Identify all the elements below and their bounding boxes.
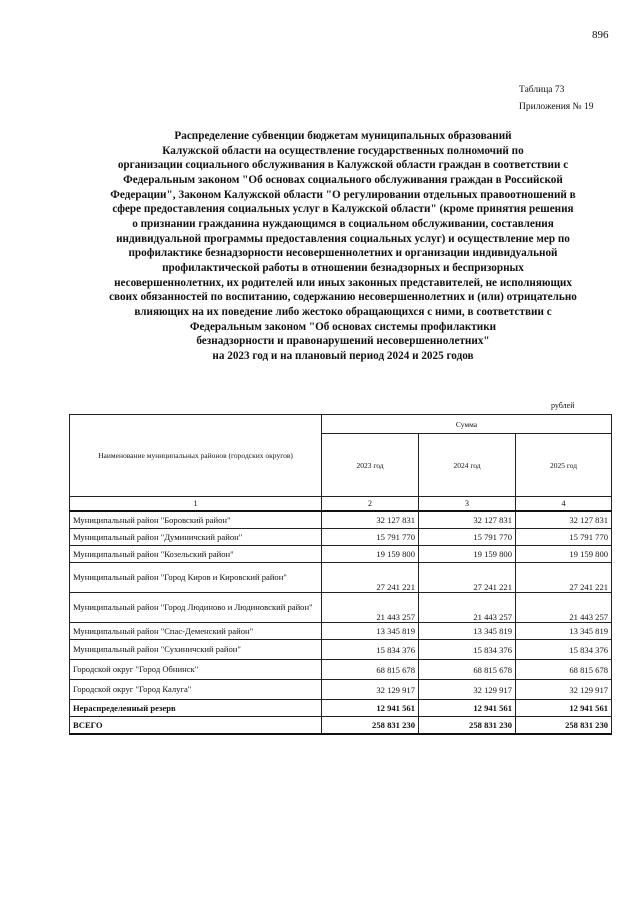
- value-2024: 19 159 800: [419, 546, 516, 563]
- row-name: Муниципальный район "Боровский район": [70, 511, 322, 529]
- value-2024: 32 127 831: [419, 511, 516, 529]
- title-line: сфере предоставления социальных услуг в Калужской области" (кроме принятия решения: [112, 203, 574, 216]
- value-2023: 68 815 678: [322, 660, 419, 680]
- value-2025: 15 834 376: [516, 640, 612, 660]
- title-line: влияющих на их поведение либо жестоко обращающихся с ними, в соответствии с: [134, 305, 552, 318]
- column-number: 4: [516, 497, 612, 512]
- table-row: [70, 563, 612, 593]
- reserve-2025: 12 941 561: [516, 700, 612, 717]
- table-row: [70, 680, 612, 700]
- column-number: 1: [70, 497, 322, 512]
- row-name: Муниципальный район "Сухиничский район": [70, 640, 322, 660]
- title-line: профилактике безнадзорности несовершеннолетних и организации индивидуальной: [128, 247, 558, 260]
- title-line: Федеральным законом "Об основах социального обслуживания граждан в Российской: [123, 173, 563, 186]
- value-2024: 15 791 770: [419, 529, 516, 546]
- value-2025: 32 129 917: [516, 680, 612, 700]
- total-name: ВСЕГО: [70, 717, 322, 735]
- table-row: [70, 640, 612, 660]
- row-name: Муниципальный район "Спас-Деменский район": [70, 623, 322, 640]
- value-2024: 68 815 678: [419, 660, 516, 680]
- header-name: Наименование муниципальных районов (городских округов): [70, 415, 322, 497]
- title-line: о признании гражданина нуждающимся в социальном обслуживании, составления: [132, 217, 554, 230]
- value-2023: 15 791 770: [322, 529, 419, 546]
- page-number: 896: [592, 29, 609, 41]
- header-sum: Сумма: [322, 415, 612, 434]
- table-row: [70, 529, 612, 546]
- title-line: Федерации", Законом Калужской области "О регулировании отдельных правоотношений в: [110, 188, 576, 201]
- value-2023: 15 834 376: [322, 640, 419, 660]
- title-line: Федеральным законом "Об основах системы профилактики: [189, 320, 497, 333]
- total-row: [70, 717, 612, 735]
- title-line: безнадзорности и правонарушений несовершеннолетних": [196, 335, 490, 348]
- value-2025: 13 345 819: [516, 623, 612, 640]
- header-year-2024: 2024 год: [419, 434, 516, 497]
- row-name: Муниципальный район "Город Киров и Кировский район": [70, 563, 322, 593]
- value-2025: 15 791 770: [516, 529, 612, 546]
- header-year-2023: 2023 год: [322, 434, 419, 497]
- appendix-label: Приложения № 19: [519, 102, 594, 112]
- document-title: [60, 129, 626, 364]
- table-row: [70, 623, 612, 640]
- title-line: индивидуальной программы предоставления социальных услуг) и осуществление мер по: [116, 232, 570, 245]
- value-2023: 32 127 831: [322, 511, 419, 529]
- column-number-row: [70, 497, 612, 512]
- header-year-2025: 2025 год: [516, 434, 612, 497]
- value-2025: 32 127 831: [516, 511, 612, 529]
- total-2023: 258 831 230: [322, 717, 419, 735]
- table-reference: [519, 82, 593, 116]
- title-line: Распределение субвенции бюджетам муниципальных образований: [174, 130, 512, 142]
- value-2023: 13 345 819: [322, 623, 419, 640]
- total-2024: 258 831 230: [419, 717, 516, 735]
- value-2025: 21 443 257: [516, 593, 612, 623]
- title-line: на 2023 год и на плановый период 2024 и 2025 годов: [212, 349, 474, 362]
- value-2023: 19 159 800: [322, 546, 419, 563]
- subvention-table: [69, 414, 612, 735]
- title-line: Калужской области на осуществление государственных полномочий по: [162, 144, 524, 157]
- table-row: [70, 511, 612, 529]
- column-number: 2: [322, 497, 419, 512]
- title-line: профилактической работы в отношении безнадзорных и беспризорных: [162, 261, 524, 274]
- value-2024: 13 345 819: [419, 623, 516, 640]
- value-2025: 68 815 678: [516, 660, 612, 680]
- value-2024: 27 241 221: [419, 563, 516, 593]
- units-label: рублей: [551, 401, 575, 410]
- table-row: [70, 546, 612, 563]
- title-line: несовершеннолетних, их родителей или иных законных представителей, не исполняющих: [114, 276, 572, 289]
- table-row: [70, 660, 612, 680]
- value-2025: 27 241 221: [516, 563, 612, 593]
- column-number: 3: [419, 497, 516, 512]
- header-row: [70, 415, 612, 434]
- value-2023: 21 443 257: [322, 593, 419, 623]
- row-name: Муниципальный район "Козельский район": [70, 546, 322, 563]
- row-name: Муниципальный район "Город Людиново и Людиновский район": [70, 593, 322, 623]
- value-2024: 32 129 917: [419, 680, 516, 700]
- total-2025: 258 831 230: [516, 717, 612, 735]
- reserve-2023: 12 941 561: [322, 700, 419, 717]
- value-2023: 32 129 917: [322, 680, 419, 700]
- title-line: своих обязанностей по воспитанию, содержанию несовершеннолетних и (или) отрицательно: [109, 291, 577, 304]
- table-label: Таблица 73: [519, 85, 565, 95]
- reserve-name: Нераспределенный резерв: [70, 700, 322, 717]
- value-2024: 21 443 257: [419, 593, 516, 623]
- value-2024: 15 834 376: [419, 640, 516, 660]
- reserve-2024: 12 941 561: [419, 700, 516, 717]
- reserve-row: [70, 700, 612, 717]
- row-name: Муниципальный район "Думиничский район": [70, 529, 322, 546]
- row-name: Городской округ "Город Калуга": [70, 680, 322, 700]
- value-2023: 27 241 221: [322, 563, 419, 593]
- title-line: организации социального обслуживания в Калужской области граждан в соответствии с: [117, 159, 569, 172]
- row-name: Городской округ "Город Обнинск": [70, 660, 322, 680]
- value-2025: 19 159 800: [516, 546, 612, 563]
- table-row: [70, 593, 612, 623]
